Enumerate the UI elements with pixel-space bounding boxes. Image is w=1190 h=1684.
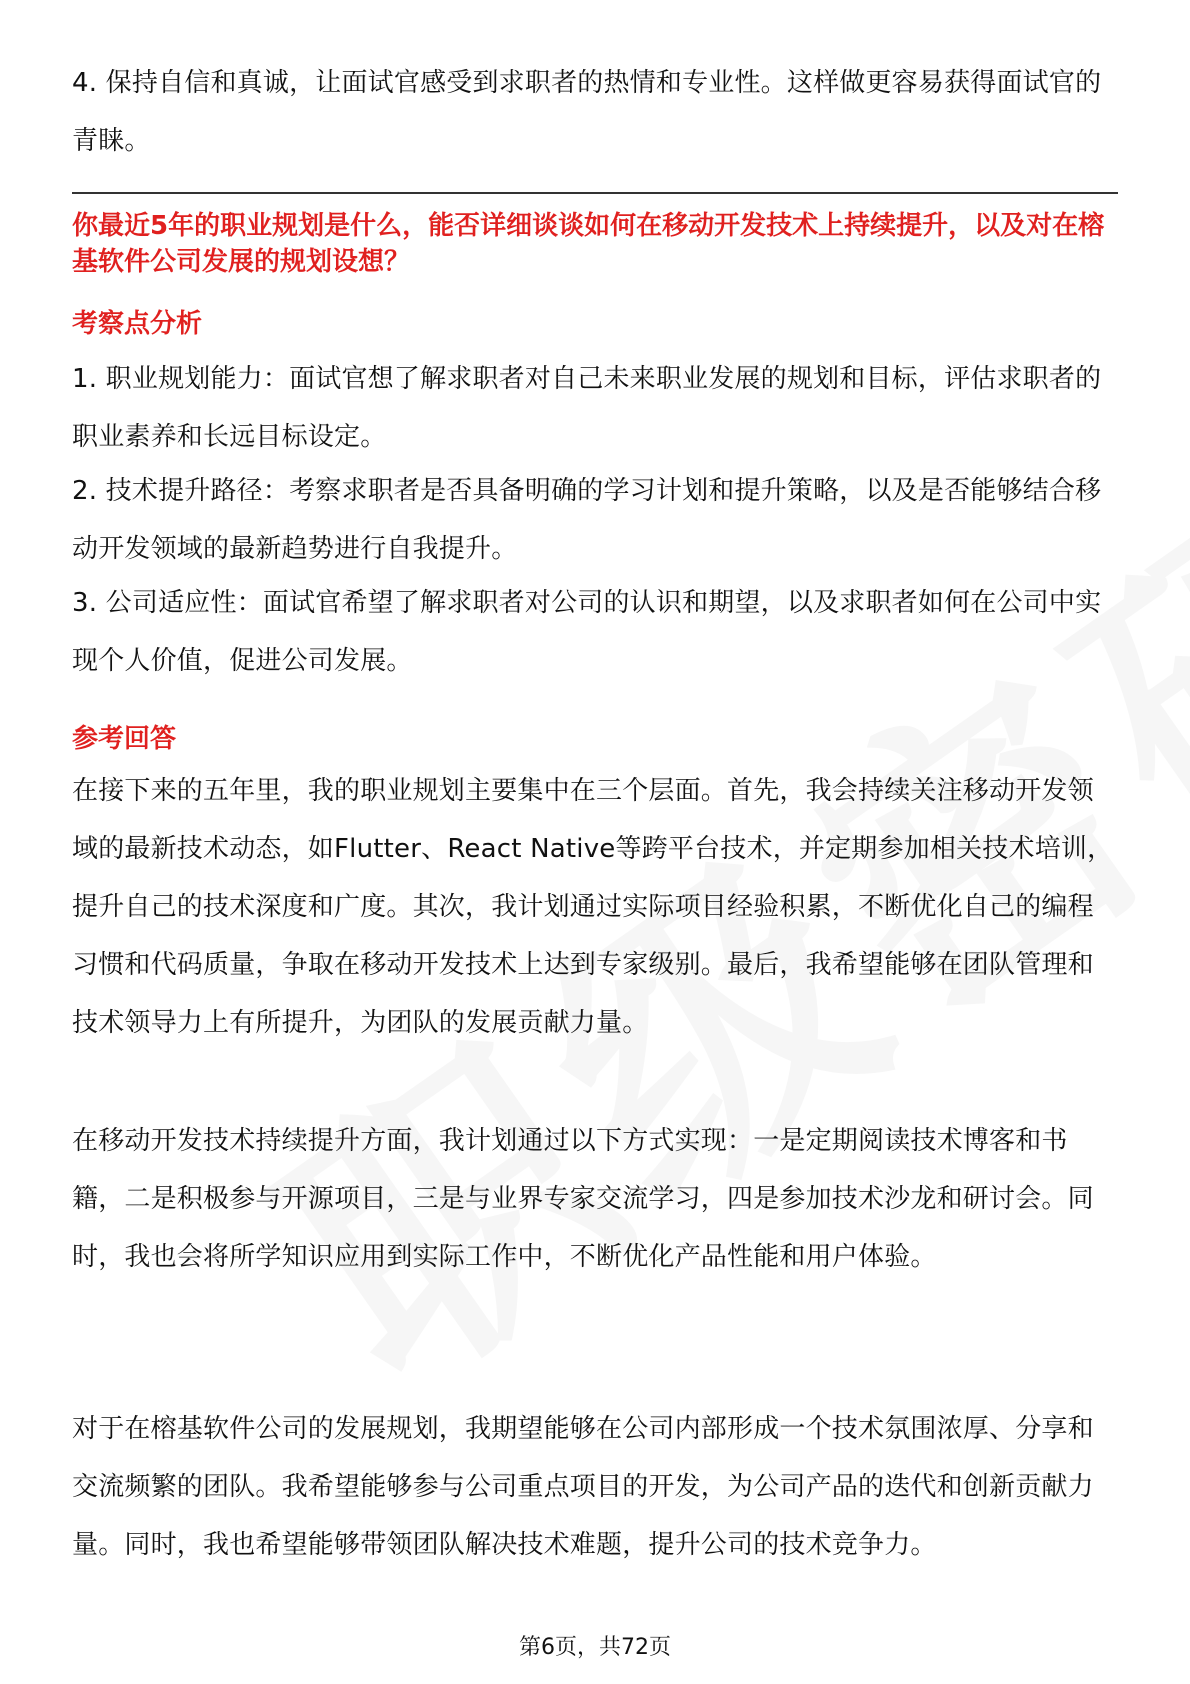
analysis-item: 1. 职业规划能力：面试官想了解求职者对自己未来职业发展的规划和目标，评估求职者的职业素养和长远目标设定。: [72, 364, 1102, 452]
intro-item: 4. 保持自信和真诚，让面试官感受到求职者的热情和专业性。这样做更容易获得面试官的青睐。: [72, 68, 1102, 156]
interview-question: 你最近5年的职业规划是什么，能否详细谈谈如何在移动开发技术上持续提升，以及对在榕基软件公司发展的规划设想？: [72, 211, 1105, 277]
analysis-heading: 考察点分析: [72, 309, 203, 339]
analysis-item: 2. 技术提升路径：考察求职者是否具备明确的学习计划和提升策略，以及是否能够结合移动开发领域的最新趋势进行自我提升。: [72, 476, 1102, 564]
answer-paragraph: 对于在榕基软件公司的发展规划，我期望能够在公司内部形成一个技术氛围浓厚、分享和交流频繁的团队。我希望能够参与公司重点项目的开发，为公司产品的迭代和创新贡献力量。同时，我也希望能够带领团队解决技术难题，提升公司的技术竞争力。: [72, 1414, 1094, 1560]
page-footer: 第6页，共72页: [519, 1635, 671, 1660]
answer-paragraph: 在接下来的五年里，我的职业规划主要集中在三个层面。首先，我会持续关注移动开发领域的最新技术动态，如Flutter、React Native等跨平台技术，并定期参加相关技术培训，提升自己的技术深度和广度。其次，我计划通过实际项目经验积累，不断优化自己的编程习惯和代码质量，争取在移动开发技术上达到专家级别。最后，我希望能够在团队管理和技术领导力上有所提升，为团队的发展贡献力量。: [72, 776, 1114, 1038]
analysis-item: 3. 公司适应性：面试官希望了解求职者对公司的认识和期望，以及求职者如何在公司中实现个人价值，促进公司发展。: [72, 588, 1102, 676]
answer-heading: 参考回答: [72, 724, 177, 754]
section-divider: [72, 192, 1118, 194]
answer-paragraph: 在移动开发技术持续提升方面，我计划通过以下方式实现：一是定期阅读技术博客和书籍，二是积极参与开源项目，三是与业界专家交流学习，四是参加技术沙龙和研讨会。同时，我也会将所学知识应用到实际工作中，不断优化产品性能和用户体验。: [72, 1126, 1094, 1272]
document-page: [72, 0, 1118, 1684]
analysis-list: [72, 350, 1118, 690]
